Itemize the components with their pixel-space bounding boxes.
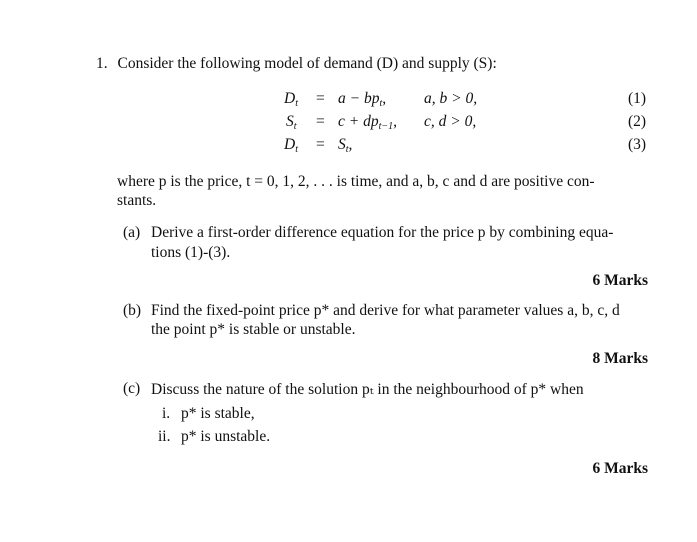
sub-item-text: p* is stable, — [181, 405, 255, 422]
question-number: 1. — [96, 55, 108, 72]
equation-row — [0, 134, 697, 156]
sub-item-label: i. — [162, 405, 171, 422]
equation-condition: c, d > 0, — [424, 113, 477, 130]
sub-item-label: ii. — [158, 428, 171, 445]
where-line-2: stants. — [117, 192, 157, 209]
where-line-1: where p is the price, t = 0, 1, 2, . . . is time, and a, b, c and d are positive con- — [117, 173, 595, 190]
equation-rhs: $S_t$, — [338, 136, 353, 155]
equation-lhs: $D_t$ — [284, 136, 298, 155]
sub-item-text: p* is unstable. — [181, 428, 271, 445]
equation-rhs: $c + dp_{t-1}$, — [338, 113, 397, 132]
equation-tag: (2) — [628, 113, 647, 130]
equation-rhs: $a - bp_t$, — [338, 90, 387, 109]
part-text-line-2: tions (1)-(3). — [151, 244, 231, 261]
marks-label: 8 Marks — [592, 350, 648, 367]
part-label: (c) — [123, 380, 141, 397]
part-label: (b) — [123, 302, 142, 319]
equation-lhs: $S_t$ — [286, 113, 297, 132]
equation-condition: a, b > 0, — [424, 90, 478, 107]
part-text-line-2: the point p* is stable or unstable. — [151, 321, 356, 338]
marks-label: 6 Marks — [592, 460, 648, 477]
part-text-line-1: Find the fixed-point price p* and derive for what parameter values a, b, c, d — [151, 302, 620, 319]
equation-lhs: $D_t$ — [284, 90, 298, 109]
marks-label: 6 Marks — [592, 272, 648, 289]
part-text-line-1: Discuss the nature of the solution pₜ in the neighbourhood of p* when — [151, 381, 584, 398]
equation-row — [0, 111, 697, 133]
equation-relation: = — [316, 90, 325, 107]
part-label: (a) — [123, 224, 141, 241]
equation-relation: = — [316, 113, 325, 130]
part-text-line-1: Derive a first-order difference equation for the price p by combining equa- — [151, 224, 614, 241]
equation-relation: = — [316, 136, 325, 153]
equation-row — [0, 88, 697, 110]
equation-tag: (3) — [628, 136, 647, 153]
question-header — [96, 55, 497, 73]
equation-tag: (1) — [628, 90, 647, 107]
question-intro: Consider the following model of demand (D) and supply (S): — [117, 55, 497, 72]
